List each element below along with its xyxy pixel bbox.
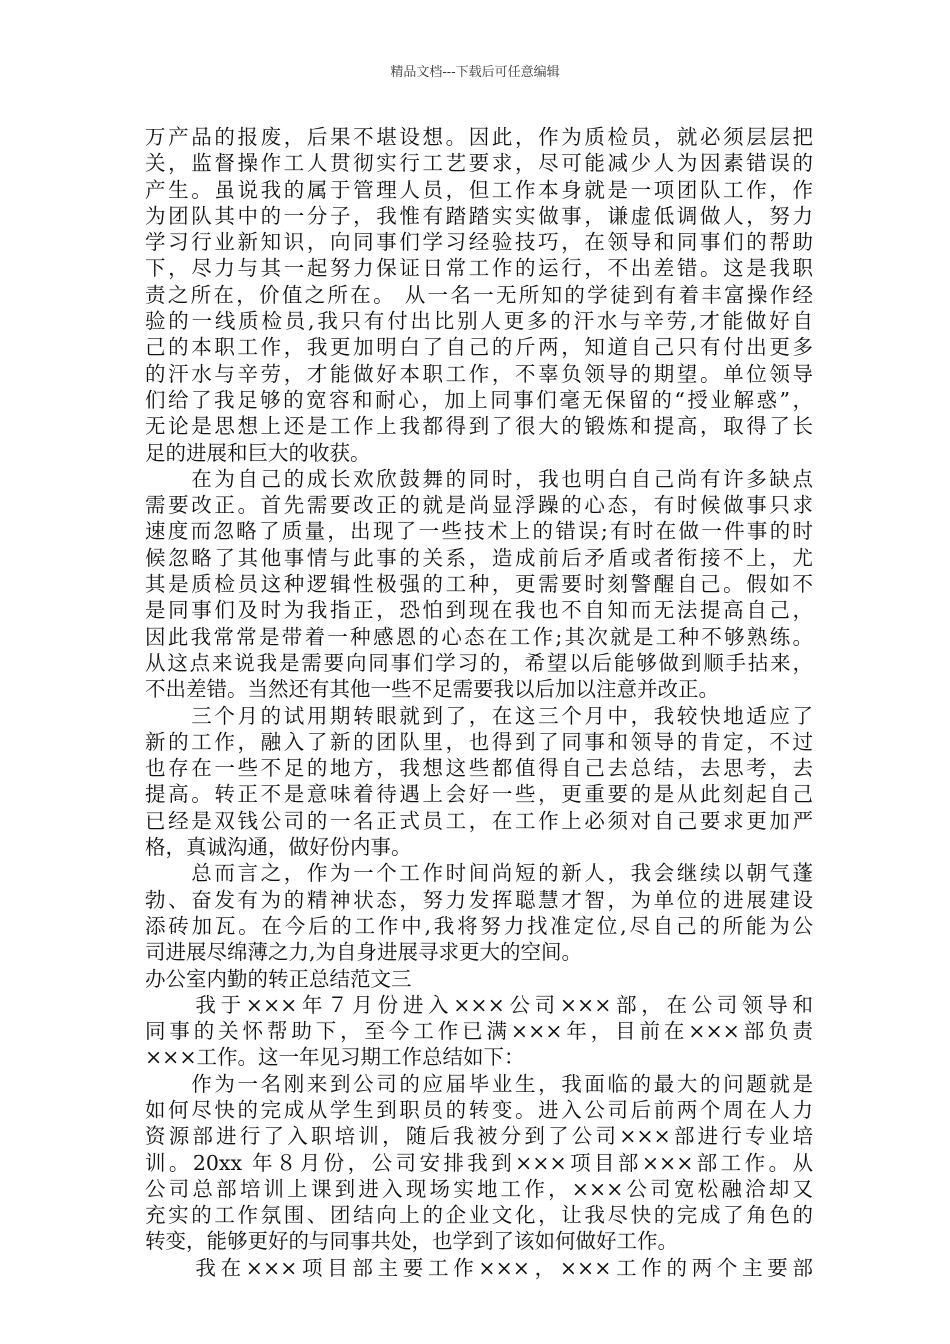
text-line: 资源部进行了入职培训，随后我被分到了公司×××部进行专业培 bbox=[145, 1124, 813, 1149]
text-line: 验的一线质检员,我只有付出比别人更多的汗水与辛劳,才能做好自 bbox=[145, 309, 813, 334]
text-line: 如何尽快的完成从学生到职员的转变。进入公司后前两个周在人力 bbox=[145, 1097, 813, 1122]
text-line: 新的工作，融入了新的团队里，也得到了同事和领导的肯定，不过 bbox=[145, 729, 813, 754]
page-header: 精品文档---下载后可任意编辑 bbox=[390, 65, 560, 80]
text-line: 万产品的报废，后果不堪设想。因此，作为质检员，就必须层层把 bbox=[145, 125, 813, 149]
text-line: 产生。虽说我的属于管理人员，但工作本身就是一项团队工作，作 bbox=[145, 177, 813, 202]
text-line: 关，监督操作工人贯彻实行工艺要求，尽可能减少人为因素错误的 bbox=[145, 151, 813, 176]
text-line: 需要改正。首先需要改正的就是尚显浮躁的心态，有时候做事只求 bbox=[145, 493, 813, 518]
text-line: 责之所在，价值之所在。 从一名一无所知的学徒到有着丰富操作经 bbox=[145, 282, 813, 307]
text-line: 候忽略了其他事情与此事的关系，造成前后矛盾或者衔接不上，尤 bbox=[145, 545, 813, 570]
text-line: 为团队其中的一分子，我惟有踏踏实实做事，谦虚低调做人，努力 bbox=[145, 203, 813, 228]
text-line: 的汗水与辛劳，才能做好本职工作，不辜负领导的期望。单位领导 bbox=[145, 361, 813, 386]
text-line: 转变，能够更好的与同事共处，也学到了该如何做好工作。 bbox=[145, 1229, 678, 1254]
text-line: 司进展尽绵薄之力,为自身进展寻求更大的空间。 bbox=[145, 940, 583, 965]
text-line: 提高。转正不是意味着待遇上会好一些，更重要的是从此刻起自己 bbox=[145, 782, 813, 807]
text-line: 充实的工作氛围、团结向上的企业文化，让我尽快的完成了角色的 bbox=[145, 1203, 813, 1228]
text-line: 己的本职工作，我更加明白了自己的斤两，知道自己只有付出更多 bbox=[145, 335, 813, 360]
text-line: 添砖加瓦。在今后的工作中,我将努力找准定位,尽自己的所能为公 bbox=[145, 913, 813, 938]
text-line: 在为自己的成长欢欣鼓舞的同时，我也明白自己尚有许多缺点 bbox=[145, 466, 813, 491]
text-line: 三个月的试用期转眼就到了，在这三个月中，我较快地适应了 bbox=[145, 703, 813, 728]
text-line: 公司总部培训上课到进入现场实地工作，×××公司宽松融洽却又 bbox=[145, 1176, 813, 1201]
text-line: ×××工作。这一年见习期工作总结如下： bbox=[145, 1045, 525, 1070]
text-line: 其是质检员这种逻辑性极强的工种，更需要时刻警醒自己。假如不 bbox=[145, 572, 813, 597]
text-line: 不出差错。当然还有其他一些不足需要我以后加以注意并改正。 bbox=[145, 677, 719, 702]
text-line: 从这点来说我是需要向同事们学习的，希望以后能够做到顺手拈来， bbox=[145, 650, 813, 675]
text-line: 因此我常常是带着一种感恩的心态在工作;其次就是工种不够熟练。 bbox=[145, 624, 813, 649]
document-body bbox=[145, 124, 813, 1281]
text-line: 格，真诚沟通，做好份内事。 bbox=[145, 835, 412, 860]
text-line: 学习行业新知识，向同事们学习经验技巧，在领导和同事们的帮助 bbox=[145, 230, 813, 255]
text-line: 速度而忽略了质量，出现了一些技术上的错误;有时在做一件事的时 bbox=[145, 519, 813, 544]
text-line: 同事的关怀帮助下，至今工作已满×××年，目前在×××部负责 bbox=[145, 1019, 813, 1044]
text-line: 我在×××项目部主要工作×××，×××工作的两个主要部 bbox=[145, 1255, 813, 1280]
text-line: 勃、奋发有为的精神状态，努力发挥聪慧才智，为单位的进展建设 bbox=[145, 887, 813, 912]
text-line: 无论是思想上还是工作上我都得到了很大的锻炼和提高，取得了长 bbox=[145, 414, 813, 439]
text-line: 足的进展和巨大的收获。 bbox=[145, 440, 371, 465]
text-line: 已经是双钱公司的一名正式员工，在工作上必须对自己要求更加严 bbox=[145, 808, 813, 833]
text-line: 办公室内勤的转正总结范文三 bbox=[145, 966, 412, 991]
text-line: 也存在一些不足的地方，我想这些都值得自己去总结，去思考，去 bbox=[145, 756, 813, 781]
text-line: 们给了我足够的宽容和耐心，加上同事们毫无保留的“授业解惑”， bbox=[145, 387, 813, 412]
text-line: 是同事们及时为我指正，恐怕到现在我也不自知而无法提高自己， bbox=[145, 598, 813, 623]
text-line: 总而言之，作为一个工作时间尚短的新人，我会继续以朝气蓬 bbox=[145, 861, 813, 886]
text-line: 作为一名刚来到公司的应届毕业生，我面临的最大的问题就是 bbox=[145, 1071, 813, 1096]
text-line: 训。20xx 年８月份，公司安排我到×××项目部×××部工作。从 bbox=[145, 1150, 813, 1175]
text-line: 下，尽力与其一起努力保证日常工作的运行，不出差错。这是我职 bbox=[145, 256, 813, 281]
text-line: 我于×××年７月份进入×××公司×××部，在公司领导和 bbox=[145, 992, 813, 1017]
